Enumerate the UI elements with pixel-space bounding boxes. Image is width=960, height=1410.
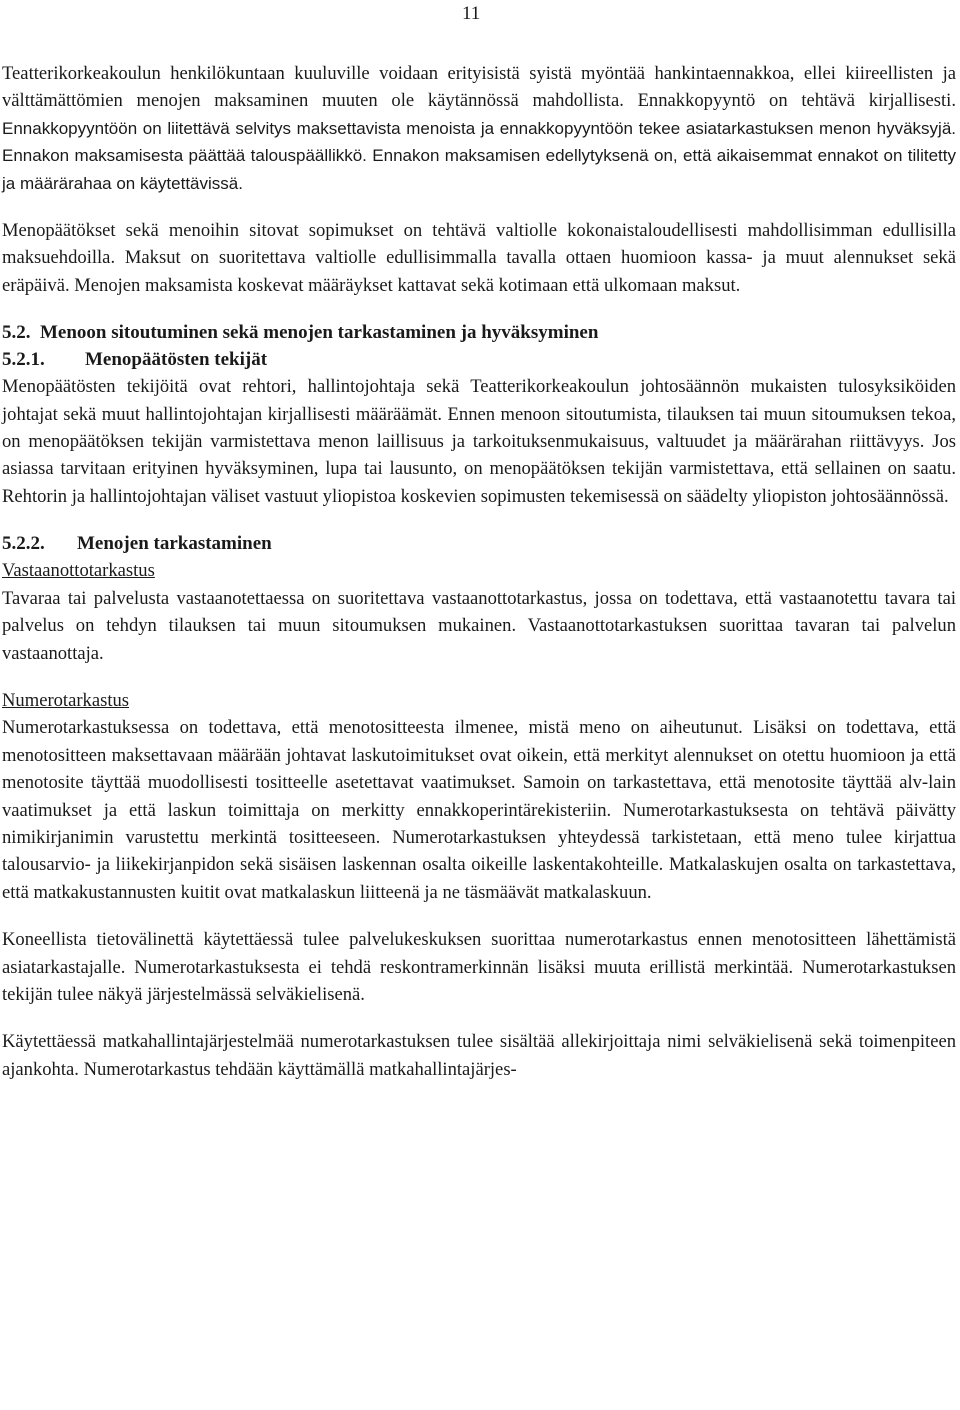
section-title-5-2-1: Menopäätösten tekijät — [85, 349, 268, 371]
paragraph-receipt-inspection: Tavaraa tai palvelusta vastaanotettaessa on suoritettava vastaanottotarkastus, jossa on todettava, että vastaanotettu tavara tai palvelus on tehdyn tilauksen tai muun sitoumuksen mukainen. Vastaanottotarkastuksen suorittaa tavaran tai palvelun vastaanottaja. — [2, 587, 956, 664]
paragraph-advance-payment-sans: Ennakkopyyntöön on liitettävä selvitys maksettavista menoista ja ennakkopyyntöön tekee asiatarkastuksen menon hyväksyjä. Ennakon maksamisesta päättää talouspäällikkö. Ennakon maksamisen edellytyksenä on, että aikaisemmat ennakot on tilitetty ja määrärahaa on käytettävissä. — [2, 118, 956, 193]
paragraph-advance-payment-serif: Teatterikorkeakoulun henkilökuntaan kuuluville voidaan erityisistä syistä myöntää hankintaennakkoa, ellei kiireellisten ja välttämättömien menojen maksaminen muuten ole käytännössä mahdollista. Ennakkopyyntö on tehtävä kirjallisesti. — [2, 63, 956, 112]
paragraph-electronic-media: Koneellista tietovälinettä käytettäessä tulee palvelukeskuksen suorittaa numerotarkastus ennen menotositteen lähettämistä asiatarkastajalle. Numerotarkastuksesta ei tehdä reskontramerkinnän lisäksi muuta erillistä merkintää. Numerotarkastuksen tekijän tulee näkyä järjestelmässä selväkielisenä. — [2, 929, 956, 1005]
subheading-receipt-inspection: Vastaanottotarkastus — [2, 560, 155, 582]
paragraph-advance-payment — [2, 60, 956, 197]
block-receipt-inspection — [2, 557, 956, 667]
section-title-5-2-2: Menojen tarkastaminen — [77, 533, 272, 555]
section-number-5-2-1: 5.2.1. — [2, 349, 45, 371]
section-heading-5-2 — [2, 319, 956, 346]
paragraph-payment-decisions: Menopäätökset sekä menoihin sitovat sopimukset on tehtävä valtiolle kokonaistaloudellisesti mahdollisimman edullisilla maksuehdoilla. Maksut on suoritettava valtiolle edullisimmalla tavalla ottaen huomioon kassa- ja muut alennukset sekä eräpäivä. Menojen maksamista koskevat määräykset kattavat sekä kotimaan että ulkomaan maksut. — [2, 220, 956, 296]
paragraph-numeric-inspection: Numerotarkastuksessa on todettava, että menotositteesta ilmenee, mistä meno on aiheutunut. Lisäksi on todettava, että menotositteen maksettavaan määrään johtavat laskutoimitukset ovat oikein, että merkityt alennukset on otettu huomioon ja että menotosite täyttää muodollisesti tositteelle asetettavat vaatimukset. Samoin on tarkastettava, että menotosite täyttää alv-lain vaatimukset ja että laskun toimittaja on merkitty ennakkoperintärekisteriin. Numerotarkastuksesta on tehtävä päivätty nimikirjanimin varustettu merkintä tositteeseen. Numerotarkastuksen yhteydessä tarkistetaan, että meno tulee kirjattua talousarvio- ja liikekirjanpidon sekä sisäisen laskennan osalta oikeille laskentakohteille. Matkalaskujen osalta on tarkastettava, että matkakustannusten kuitit ovat matkalaskun liitteenä ja ne täsmäävät matkalaskuun. — [2, 717, 956, 903]
subheading-numeric-inspection: Numerotarkastus — [2, 689, 130, 711]
page-content — [2, 60, 956, 1103]
section-number-5-2: 5.2. — [2, 322, 31, 344]
block-numeric-inspection — [2, 687, 956, 906]
section-title-5-2: Menoon sitoutuminen sekä menojen tarkastaminen ja hyväksyminen — [40, 322, 599, 344]
page-number: 11 — [462, 3, 481, 24]
section-heading-5-2-2 — [2, 530, 956, 557]
paragraph-travel-management: Käytettäessä matkahallintajärjestelmää numerotarkastuksen tulee sisältää allekirjoittaja nimi selväkielisenä sekä toimenpiteen ajankohta. Numerotarkastus tehdään käyttämällä matkahallintajärjes- — [2, 1031, 956, 1080]
section-number-5-2-2: 5.2.2. — [2, 533, 45, 555]
section-heading-5-2-1 — [2, 346, 956, 373]
paragraph-decision-makers: Menopäätösten tekijöitä ovat rehtori, hallintojohtaja sekä Teatterikorkeakoulun johtosäännön mukaisten tulosyksiköiden johtajat sekä muut hallintojohtajan kirjallisesti määräämät. Ennen menoon sitoutumista, tilauksen tai muun sitoumuksen tekoa, on menopäätöksen tekijän varmistettava menon laillisuus ja tarkoituksenmukaisuus, valtuudet ja määrärahan riittävyys. Jos asiassa tarvitaan erityinen hyväksyminen, lupa tai lausunto, on menopäätöksen tekijän varmistettava, että sellainen on saatu. Rehtorin ja hallintojohtajan väliset vastuut yliopistoa koskevien sopimusten tekemisessä on säädelty yliopiston johtosäännössä. — [2, 376, 956, 507]
